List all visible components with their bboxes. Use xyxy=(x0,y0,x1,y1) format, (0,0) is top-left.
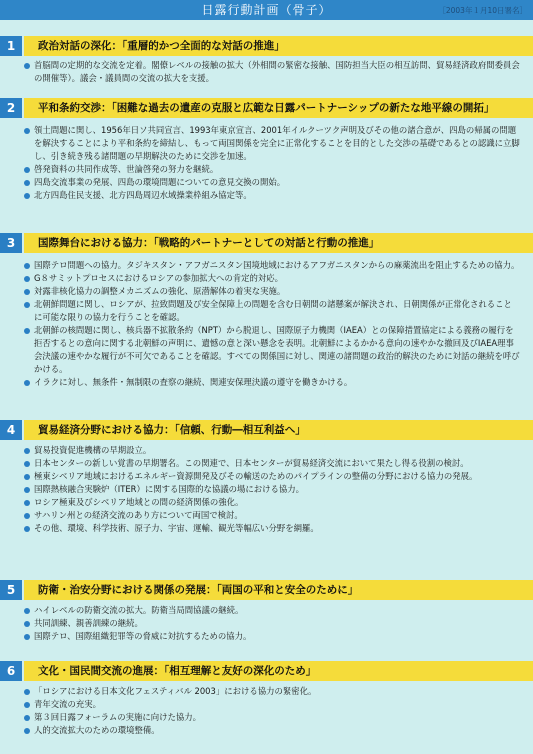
bullet-icon xyxy=(24,328,30,334)
list-item xyxy=(24,176,520,189)
list-item xyxy=(24,59,520,85)
item-text: 対露非核化協力の調整メカニズムの強化、原潜解体の着実な実施。 xyxy=(34,286,286,296)
item-text: 国際テロ問題への協力。タジキスタン・アフガニスタン国境地域におけるアフガニスタンからの麻薬流出を阻止するための協力。 xyxy=(34,260,520,270)
bullet-icon xyxy=(24,302,30,308)
section-number: 4 xyxy=(0,420,22,440)
section-heading-bar xyxy=(24,98,533,118)
section-3 xyxy=(0,233,533,387)
section-items xyxy=(24,685,520,737)
list-item xyxy=(24,604,520,617)
item-text: 北朝鮮の核問題に関し、核兵器不拡散条約（NPT）から脱退し、国際原子力機関（IAEA）との保障措置協定による義務の履行を拒否するとの意向に関する北朝鮮の声明に、遺憾の意と深い懸念を表明。北朝鮮によるかかる意向の速やかな撤回及びIAEA理事会決議の速やかな履行が不可欠であることを確認。すべての関係国に対し、関連の諸問題の政治的解決のために対話の継続を呼びかける。 xyxy=(34,325,520,374)
item-text: 極東シベリア地域におけるエネルギー資源開発及びその輸送のためのパイプラインの整備の分野における協力の発展。 xyxy=(34,471,478,481)
list-item xyxy=(24,376,520,389)
bullet-icon xyxy=(24,487,30,493)
item-text: G８サミットプロセスにおけるロシアの参加拡大への肯定的対応。 xyxy=(34,273,283,283)
section-number: 6 xyxy=(0,661,22,681)
item-text: 共同訓練、親善訓練の継続。 xyxy=(34,618,143,628)
list-item xyxy=(24,496,520,509)
section-heading: 貿易経済分野における協力：「信頼、行動―相互利益へ」 xyxy=(38,424,306,436)
bullet-icon xyxy=(24,167,30,173)
section-heading: 国際舞台における協力：「戦略的パートナーとしての対話と行動の推進」 xyxy=(38,237,380,249)
list-item xyxy=(24,324,520,376)
bullet-icon xyxy=(24,128,30,134)
section-heading-bar xyxy=(24,36,533,56)
section-header xyxy=(0,580,533,600)
bullet-icon xyxy=(24,461,30,467)
bullet-icon xyxy=(24,289,30,295)
page-title: 日露行動計画（骨子） xyxy=(201,3,332,17)
list-item xyxy=(24,630,520,643)
section-items xyxy=(24,59,520,85)
list-item xyxy=(24,617,520,630)
item-text: イラクに対し、無条件・無制限の査察の継続、関連安保理決議の遵守を働きかける。 xyxy=(34,377,353,387)
section-5 xyxy=(0,580,533,641)
bullet-icon xyxy=(24,689,30,695)
section-heading: 平和条約交渉：「困難な過去の遺産の克服と広範な日露パートナーシップの新たな地平線の開拓」 xyxy=(38,102,495,114)
section-items xyxy=(24,124,520,202)
list-item xyxy=(24,522,520,535)
item-text: 四島交流事業の発展、四島の環境問題についての意見交換の開始。 xyxy=(34,177,286,187)
list-item xyxy=(24,124,520,163)
title-bar xyxy=(0,0,533,20)
section-items xyxy=(24,259,520,389)
bullet-icon xyxy=(24,513,30,519)
list-item xyxy=(24,685,520,698)
list-item xyxy=(24,457,520,470)
list-item xyxy=(24,724,520,737)
bullet-icon xyxy=(24,621,30,627)
list-item xyxy=(24,189,520,202)
list-item xyxy=(24,444,520,457)
section-4 xyxy=(0,420,533,533)
item-text: ハイレベルの防衛交流の拡大。防衛当局間協議の継続。 xyxy=(34,605,244,615)
list-item xyxy=(24,483,520,496)
bullet-icon xyxy=(24,474,30,480)
section-items xyxy=(24,444,520,535)
list-item xyxy=(24,711,520,724)
bullet-icon xyxy=(24,263,30,269)
item-text: 国際熱核融合実験炉（ITER）に関する国際的な協議の場における協力。 xyxy=(34,484,304,494)
section-number: 1 xyxy=(0,36,22,56)
item-text: 「ロシアにおける日本文化フェスティバル 2003」における協力の緊密化。 xyxy=(34,686,317,696)
item-text: 北方四島住民支援、北方四島周辺水域操業枠組み協定等。 xyxy=(34,190,252,200)
bullet-icon xyxy=(24,500,30,506)
bullet-icon xyxy=(24,193,30,199)
list-item xyxy=(24,259,520,272)
bullet-icon xyxy=(24,728,30,734)
item-text: ロシア極東及びシベリア地域との間の経済関係の強化。 xyxy=(34,497,244,507)
item-text: 日本センターの新しい覚書の早期署名。この関連で、日本センターが貿易経済交流において果たし得る役割の検討。 xyxy=(34,458,469,468)
item-text: その他、環境、科学技術、原子力、宇宙、運輸、観光等幅広い分野を網羅。 xyxy=(34,523,319,533)
item-text: 北朝鮮問題に関し、ロシアが、拉致問題及び安全保障上の問題を含む日朝間の諸懸案が解決され、日朝関係が正常化されることに可能な限りの協力を行うことを確認。 xyxy=(34,299,512,322)
list-item xyxy=(24,509,520,522)
bullet-icon xyxy=(24,702,30,708)
list-item xyxy=(24,285,520,298)
item-text: 青年交流の充実。 xyxy=(34,699,101,709)
item-text: 貿易投資促進機構の早期設立。 xyxy=(34,445,152,455)
bullet-icon xyxy=(24,526,30,532)
section-number: 2 xyxy=(0,98,22,118)
bullet-icon xyxy=(24,380,30,386)
section-heading-bar xyxy=(24,233,533,253)
list-item xyxy=(24,698,520,711)
list-item xyxy=(24,272,520,285)
section-number: 3 xyxy=(0,233,22,253)
bullet-icon xyxy=(24,180,30,186)
section-header xyxy=(0,420,533,440)
section-1 xyxy=(0,36,533,83)
item-text: 啓発資料の共同作成等、世論啓発の努力を継続。 xyxy=(34,164,219,174)
bullet-icon xyxy=(24,608,30,614)
item-text: サハリン州との経済交流のあり方について両国で検討。 xyxy=(34,510,243,520)
item-text: 第３回日露フォーラムの実施に向けた協力。 xyxy=(34,712,201,722)
item-text: 国際テロ、国際組織犯罪等の脅威に対抗するための協力。 xyxy=(34,631,252,641)
section-number: 5 xyxy=(0,580,22,600)
bullet-icon xyxy=(24,634,30,640)
section-heading: 政治対話の深化：「重層的かつ全面的な対話の推進」 xyxy=(38,40,285,52)
section-2 xyxy=(0,98,533,200)
section-heading: 文化・国民間交流の進展：「相互理解と友好の深化のため」 xyxy=(38,665,317,677)
bullet-icon xyxy=(24,448,30,454)
section-header xyxy=(0,233,533,253)
list-item xyxy=(24,163,520,176)
section-header xyxy=(0,98,533,118)
bullet-icon xyxy=(24,715,30,721)
bullet-icon xyxy=(24,276,30,282)
item-text: 領土問題に関し、1956年日ソ共同宣言、1993年東京宣言、2001年イルクーツク声明及びその他の諸合意が、四島の帰属の問題を解決することにより平和条約を締結し、もって両国関係を完全に正常化することを目的とした交渉の基礎であるとの認識に立脚し、引き続き残る諸問題の早期解決のために交渉を加速。 xyxy=(34,125,520,161)
list-item xyxy=(24,470,520,483)
list-item xyxy=(24,298,520,324)
item-text: 人的交流拡大のための環境整備。 xyxy=(34,725,160,735)
section-6 xyxy=(0,661,533,735)
section-items xyxy=(24,604,520,643)
section-heading-bar xyxy=(24,580,533,600)
item-text: 首脳間の定期的な交流を定着。閣僚レベルの接触の拡大（外相間の緊密な接触、国防担当大臣の相互訪問、貿易経済政府間委員会の開催等）。議会・議員間の交流の拡大を支援。 xyxy=(34,60,520,83)
section-heading: 防衛・治安分野における関係の発展：「両国の平和と安全のために」 xyxy=(38,584,359,596)
section-header xyxy=(0,36,533,56)
section-heading-bar xyxy=(24,420,533,440)
section-header xyxy=(0,661,533,681)
section-heading-bar xyxy=(24,661,533,681)
signing-date: ［2003年１月10日署名］ xyxy=(438,6,527,15)
bullet-icon xyxy=(24,63,30,69)
